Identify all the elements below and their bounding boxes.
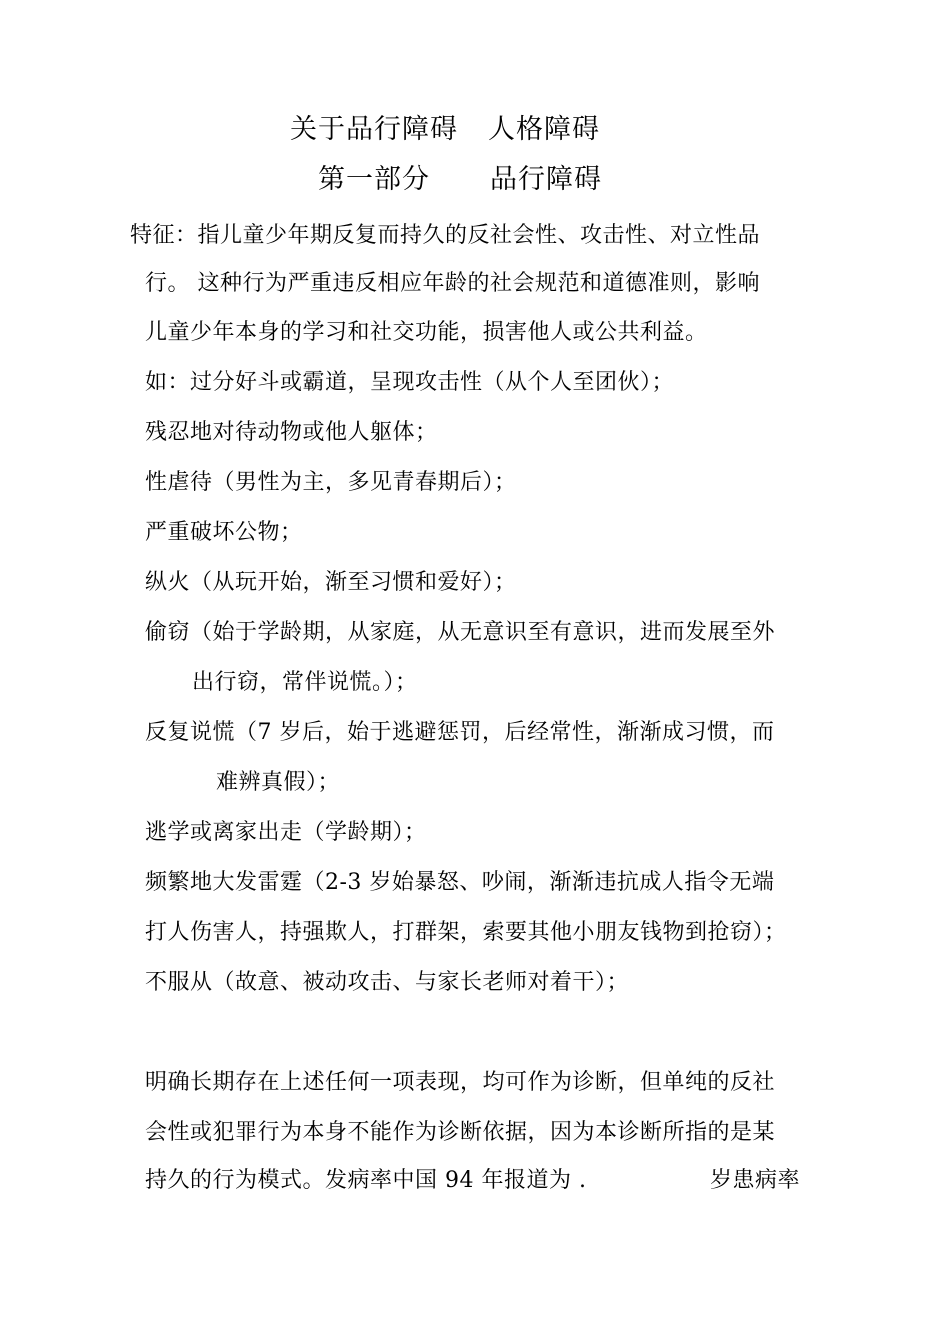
paragraph-line: 儿童少年本身的学习和社交功能，损害他人或公共利益。 xyxy=(145,320,708,345)
paragraph-line: 持久的行为模式。发病率中国 94 年报道为 . xyxy=(145,1168,587,1193)
paragraph-line: 会性或犯罪行为本身不能作为诊断依据，因为本诊断所指的是某 xyxy=(145,1120,776,1145)
list-item: 严重破坏公物； xyxy=(145,520,303,545)
title-part-2: 人格障碍 xyxy=(488,114,600,145)
list-item: 偷窃（始于学龄期，从家庭，从无意识至有意识，进而发展至外 xyxy=(145,620,776,645)
list-item: 反复说慌（7 岁后，始于逃避惩罚，后经常性，渐渐成习惯，而 xyxy=(145,720,775,745)
list-item-continuation: 打人伤害人，持强欺人，打群架，索要其他小朋友钱物到抢窃）； xyxy=(145,920,787,945)
list-item: 如：过分好斗或霸道，呈现攻击性（从个人至团伙）； xyxy=(145,370,675,395)
section-heading xyxy=(318,163,602,197)
title-part-1: 关于品行障碍 xyxy=(290,114,458,145)
list-item: 逃学或离家出走（学龄期）； xyxy=(145,820,427,845)
section-title: 品行障碍 xyxy=(490,164,602,195)
list-item: 性虐待（男性为主，多见青春期后）； xyxy=(145,470,517,495)
paragraph-line: 特征：指儿童少年期反复而持久的反社会性、攻击性、对立性品 xyxy=(130,223,761,248)
list-item: 残忍地对待动物或他人躯体； xyxy=(145,420,438,445)
paragraph-line: 明确长期存在上述任何一项表现，均可作为诊断，但单纯的反社 xyxy=(145,1070,776,1095)
document-title xyxy=(290,113,600,147)
section-number: 第一部分 xyxy=(318,164,430,195)
paragraph-line-tail: 岁患病率 xyxy=(710,1168,801,1193)
list-item: 频繁地大发雷霆（2-3 岁始暴怒、吵闹，渐渐违抗成人指令无端 xyxy=(145,870,775,895)
list-item-continuation: 出行窃，常伴说慌。）； xyxy=(192,670,418,695)
paragraph-line: 行。 这种行为严重违反相应年龄的社会规范和道德准则，影响 xyxy=(145,271,760,296)
list-item: 纵火（从玩开始，渐至习惯和爱好）； xyxy=(145,570,517,595)
list-item: 不服从（故意、被动攻击、与家长老师对着干）； xyxy=(145,970,630,995)
list-item-continuation: 难辨真假）； xyxy=(216,770,341,795)
